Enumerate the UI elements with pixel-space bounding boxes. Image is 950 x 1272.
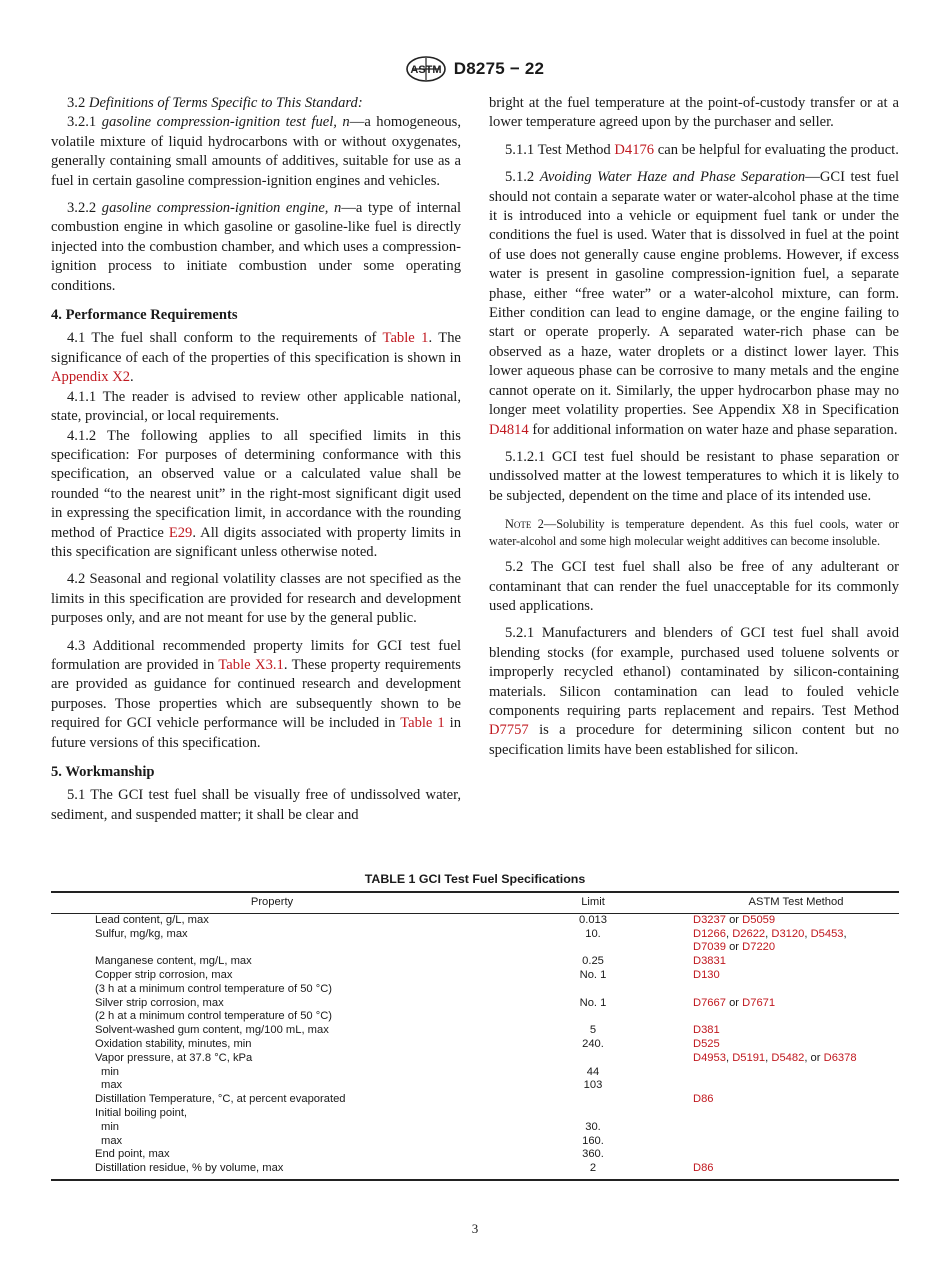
test-method-link[interactable]: D5191 xyxy=(732,1051,766,1064)
table-1-link[interactable]: Table 1 xyxy=(400,715,445,732)
column-header-limit: Limit xyxy=(493,892,693,913)
test-method-link[interactable]: D86 xyxy=(693,1093,714,1106)
property-cell: max xyxy=(101,1079,123,1092)
test-method-link[interactable]: D86 xyxy=(693,1162,714,1175)
property-cell: (3 h at a minimum control temperature of 50 °C) xyxy=(95,982,333,995)
test-method-cell xyxy=(693,1148,899,1162)
test-method-cell xyxy=(693,1121,899,1135)
limit-cell: No. 1 xyxy=(579,996,607,1009)
page-header xyxy=(0,56,950,82)
specifications-table xyxy=(51,891,899,1181)
table-row xyxy=(51,1052,899,1066)
section-5-heading: 5. Workmanship xyxy=(51,764,155,780)
para-5-1-2: 5.1.2 Avoiding Water Haze and Phase Separation—GCI test fuel should not contain a separate water or water-alcohol phase at the time it is introduced into a vehicle or equipment fuel tank or under the conditions the fuel is used. Water that is dissolved in fuel at the point of use does not generally cause engine problems. However, if excess water is present in gasoline compression-ignition fuel, a separate phase, either “free water” or a water-alcohol mixture, can form. Either condition can lead to engine damage, or the engine failing to start or operate properly. A separated water-rich phase can be observed as a haze, water droplets or a distinct lower layer. This lower aqueous phase can be corrosive to many metals and the engine cannot operate on it. Similarly, the upper hydrocarbon phase may no longer meet volatility properties. See Appendix X8 in Specification D4814 for additional information on water haze and phase separation. xyxy=(489,169,899,438)
astm-logo-icon xyxy=(406,56,446,82)
limit-cell: 10. xyxy=(585,927,601,940)
method-separator: , xyxy=(725,1051,733,1064)
limit-cell: 44 xyxy=(586,1065,600,1078)
property-cell: End point, max xyxy=(95,1148,170,1161)
limit-cell: No. 1 xyxy=(579,968,607,981)
property-cell: Lead content, g/L, max xyxy=(95,913,209,926)
para-4-1: 4.1 The fuel shall conform to the requirements of Table 1. The significance of each of the properties of this specification is shown in Appendix X2. xyxy=(51,330,461,386)
test-method-cell xyxy=(693,1079,899,1093)
section-4-heading: 4. Performance Requirements xyxy=(51,307,238,324)
para-3-2-1: 3.2.1 gasoline compression-ignition test fuel, n—a homogeneous, volatile mixture of liquid hydrocarbons with or without oxygenates, generally containing small amounts of additives, suitable for use as a fuel in certain gasoline compression-ignition engines and vehicles. xyxy=(51,114,461,189)
test-method-link[interactable]: D3831 xyxy=(693,955,726,968)
test-method-link[interactable]: D7039 xyxy=(693,941,726,954)
method-separator: or xyxy=(725,996,743,1009)
column-header-property: Property xyxy=(51,892,493,913)
test-method-cell xyxy=(693,969,899,983)
property-cell: Vapor pressure, at 37.8 °C, kPa xyxy=(95,1051,253,1064)
limit-cell xyxy=(493,983,693,997)
table-x3-1-link[interactable]: Table X3.1 xyxy=(218,656,284,673)
table-row xyxy=(51,1093,899,1107)
d4814-link[interactable]: D4814 xyxy=(489,421,529,438)
d4176-link[interactable]: D4176 xyxy=(614,141,655,158)
para-5-1-1: 5.1.1 Test Method D4176 can be helpful for evaluating the product. xyxy=(505,141,899,158)
table-row xyxy=(51,913,899,927)
property-cell: min xyxy=(101,1065,120,1078)
method-separator: , xyxy=(765,927,772,940)
test-method-link[interactable]: D4953 xyxy=(693,1051,726,1064)
table-row xyxy=(51,1121,899,1135)
appendix-x2-link[interactable]: Appendix X2 xyxy=(51,369,131,386)
para-4-3: 4.3 Additional recommended property limits for GCI test fuel formulation are provided in Table X3.1. These property requirements are provided as guidance for continued research and development purposes. Those properties which are subsequently shown to be required for GCI vehicle performance will be included in Table 1 in future versions of this specification. xyxy=(51,637,462,751)
note-2: Note 2—Solubility is temperature dependent. As this fuel cools, water or water-alcohol and some high molecular weight additives can become insoluble. xyxy=(489,517,899,549)
test-method-link[interactable]: D3237 xyxy=(693,913,726,926)
test-method-link[interactable]: D381 xyxy=(693,1024,720,1037)
para-5-1: 5.1 The GCI test fuel shall be visually free of undissolved water, sediment, and suspended matter; it shall be clear and xyxy=(51,787,461,823)
table-row xyxy=(51,1162,899,1180)
para-5-1-continued: bright at the fuel temperature at the point-of-custody transfer or at a lower temperature agreed upon by the purchaser and seller. xyxy=(489,95,899,131)
limit-cell: 0.25 xyxy=(582,955,604,968)
property-cell: Solvent-washed gum content, mg/100 mL, max xyxy=(95,1024,329,1037)
para-5-2: 5.2 The GCI test fuel shall also be free of any adulterant or contaminant that can render the fuel unacceptable for its commonly used applications. xyxy=(489,559,899,614)
test-method-cell xyxy=(693,913,899,927)
test-method-cell xyxy=(693,997,899,1011)
method-separator: , or xyxy=(804,1051,824,1064)
limit-cell xyxy=(493,1052,693,1066)
table-row xyxy=(51,1107,899,1121)
method-separator: or xyxy=(725,941,743,954)
table-row xyxy=(51,1148,899,1162)
table-row xyxy=(51,1024,899,1038)
test-method-cell xyxy=(693,1038,899,1052)
table-row xyxy=(51,1079,899,1093)
e29-link[interactable]: E29 xyxy=(168,524,193,541)
test-method-link[interactable]: D1266 xyxy=(693,927,726,940)
table-row xyxy=(51,969,899,983)
table-row xyxy=(51,1038,899,1052)
test-method-cell xyxy=(693,983,899,997)
property-cell: Copper strip corrosion, max xyxy=(95,968,233,981)
limit-cell: 30. xyxy=(585,1120,601,1133)
para-4-2: 4.2 Seasonal and regional volatility classes are not specified as the limits in this specification are provided for research and development purposes only, and are not meant for use by the general public. xyxy=(51,571,461,627)
property-cell: Silver strip corrosion, max xyxy=(95,996,224,1009)
test-method-link[interactable]: D5482 xyxy=(771,1051,805,1064)
method-separator: or xyxy=(725,913,743,926)
test-method-link[interactable]: D3120 xyxy=(771,927,805,940)
test-method-link[interactable]: D7667 xyxy=(693,996,726,1009)
test-method-cell xyxy=(693,1162,899,1180)
para-5-2-1: 5.2.1 Manufacturers and blenders of GCI test fuel shall avoid blending stocks (for example, purchased used toluene solvents or improperly recycled ethanol) contaminated by silicon-containing materials. Silicon contamination can lead to fouled vehicle components requiring parts replacement and repairs. Test Method D7757 is a procedure for determining silicon content but no specification limits have been established for silicon. xyxy=(489,625,899,758)
test-method-link[interactable]: D7220 xyxy=(742,941,776,954)
table-row xyxy=(51,1066,899,1080)
test-method-cell xyxy=(693,928,899,942)
limit-cell: 2 xyxy=(493,1162,693,1180)
table-row xyxy=(51,1135,899,1149)
para-5-1-2-1: 5.1.2.1 GCI test fuel should be resistant to phase separation or undissolved matter at the lowest temperatures to which it is likely to be subjected, dependent on the time and place of its intended use. xyxy=(489,448,899,504)
table-row xyxy=(51,997,899,1011)
table-1-link[interactable]: Table 1 xyxy=(382,330,429,347)
test-method-link[interactable]: D5059 xyxy=(742,913,776,926)
left-column xyxy=(51,94,461,825)
limit-cell: 5 xyxy=(589,1024,597,1037)
property-cell: Distillation Temperature, °C, at percent evaporated xyxy=(95,1093,346,1106)
para-4-1-1: 4.1.1 The reader is advised to review other applicable national, state, provincial, or local requirements. xyxy=(51,388,461,425)
test-method-cell xyxy=(693,1093,899,1107)
test-method-link[interactable]: D130 xyxy=(693,968,720,981)
limit-cell xyxy=(493,1093,693,1107)
property-cell xyxy=(51,941,493,955)
document-designation: D8275 − 22 xyxy=(453,59,545,78)
property-cell: min xyxy=(101,1120,120,1133)
test-method-cell xyxy=(693,941,899,955)
limit-cell xyxy=(493,1010,693,1024)
test-method-link[interactable]: D6378 xyxy=(823,1051,857,1064)
limit-cell xyxy=(493,941,693,955)
property-cell: (2 h at a minimum control temperature of 50 °C) xyxy=(95,1010,333,1023)
property-cell: Distillation residue, % by volume, max xyxy=(51,1162,493,1180)
test-method-link[interactable]: D2622 xyxy=(732,927,766,940)
limit-cell xyxy=(493,1107,693,1121)
limit-cell: 160. xyxy=(582,1134,604,1147)
d7757-link[interactable]: D7757 xyxy=(489,722,529,739)
test-method-cell xyxy=(693,1135,899,1149)
test-method-link[interactable]: D5453 xyxy=(810,927,844,940)
svg-text:ASTM: ASTM xyxy=(410,64,442,76)
limit-cell: 103 xyxy=(583,1079,603,1092)
table-row xyxy=(51,955,899,969)
method-separator: , xyxy=(765,1051,772,1064)
limit-cell: 240. xyxy=(582,1037,604,1050)
test-method-cell xyxy=(693,1010,899,1024)
test-method-cell xyxy=(693,1066,899,1080)
method-separator: , xyxy=(725,927,733,940)
test-method-cell xyxy=(693,1107,899,1121)
para-3-2: 3.2 Definitions of Terms Specific to This Standard: xyxy=(67,95,363,111)
para-4-1-2: 4.1.2 The following applies to all specified limits in this specification: For purposes of determining conformance with this specification, an observed value or a calculated value shall be rounded “to the nearest unit” in the right-most significant digit used in expressing the specification limit, in accordance with the rounding method of Practice E29. All digits associated with property limits in this specification are significant unless otherwise noted. xyxy=(51,427,461,560)
test-method-cell xyxy=(693,1024,899,1038)
column-header-method: ASTM Test Method xyxy=(693,892,899,913)
test-method-link[interactable]: D7671 xyxy=(742,996,776,1009)
page-number: 3 xyxy=(471,1221,479,1236)
limit-cell: 0.013 xyxy=(579,913,607,926)
property-cell: max xyxy=(101,1134,123,1147)
table-row xyxy=(51,1010,899,1024)
method-separator: , xyxy=(843,927,847,940)
test-method-cell xyxy=(693,1052,899,1066)
method-separator: , xyxy=(804,927,811,940)
table-row xyxy=(51,983,899,997)
para-3-2-2: 3.2.2 gasoline compression-ignition engine, n—a type of internal combustion engine in which gasoline or gasoline-like fuel is directly injected into the combustion chamber, and which uses a compression-ignition process to initiate combustion under some operating conditions. xyxy=(51,200,461,294)
property-cell: Initial boiling point, xyxy=(95,1106,188,1119)
property-cell: Oxidation stability, minutes, min xyxy=(95,1037,252,1050)
table-caption: TABLE 1 GCI Test Fuel Specifications xyxy=(364,872,586,886)
limit-cell: 360. xyxy=(582,1148,604,1161)
test-method-cell xyxy=(693,955,899,969)
table-header-row xyxy=(51,892,899,913)
table-row xyxy=(51,941,899,955)
property-cell: Manganese content, mg/L, max xyxy=(95,955,252,968)
property-cell: Sulfur, mg/kg, max xyxy=(95,927,188,940)
right-column xyxy=(489,94,899,760)
test-method-link[interactable]: D525 xyxy=(693,1037,720,1050)
table-row xyxy=(51,928,899,942)
